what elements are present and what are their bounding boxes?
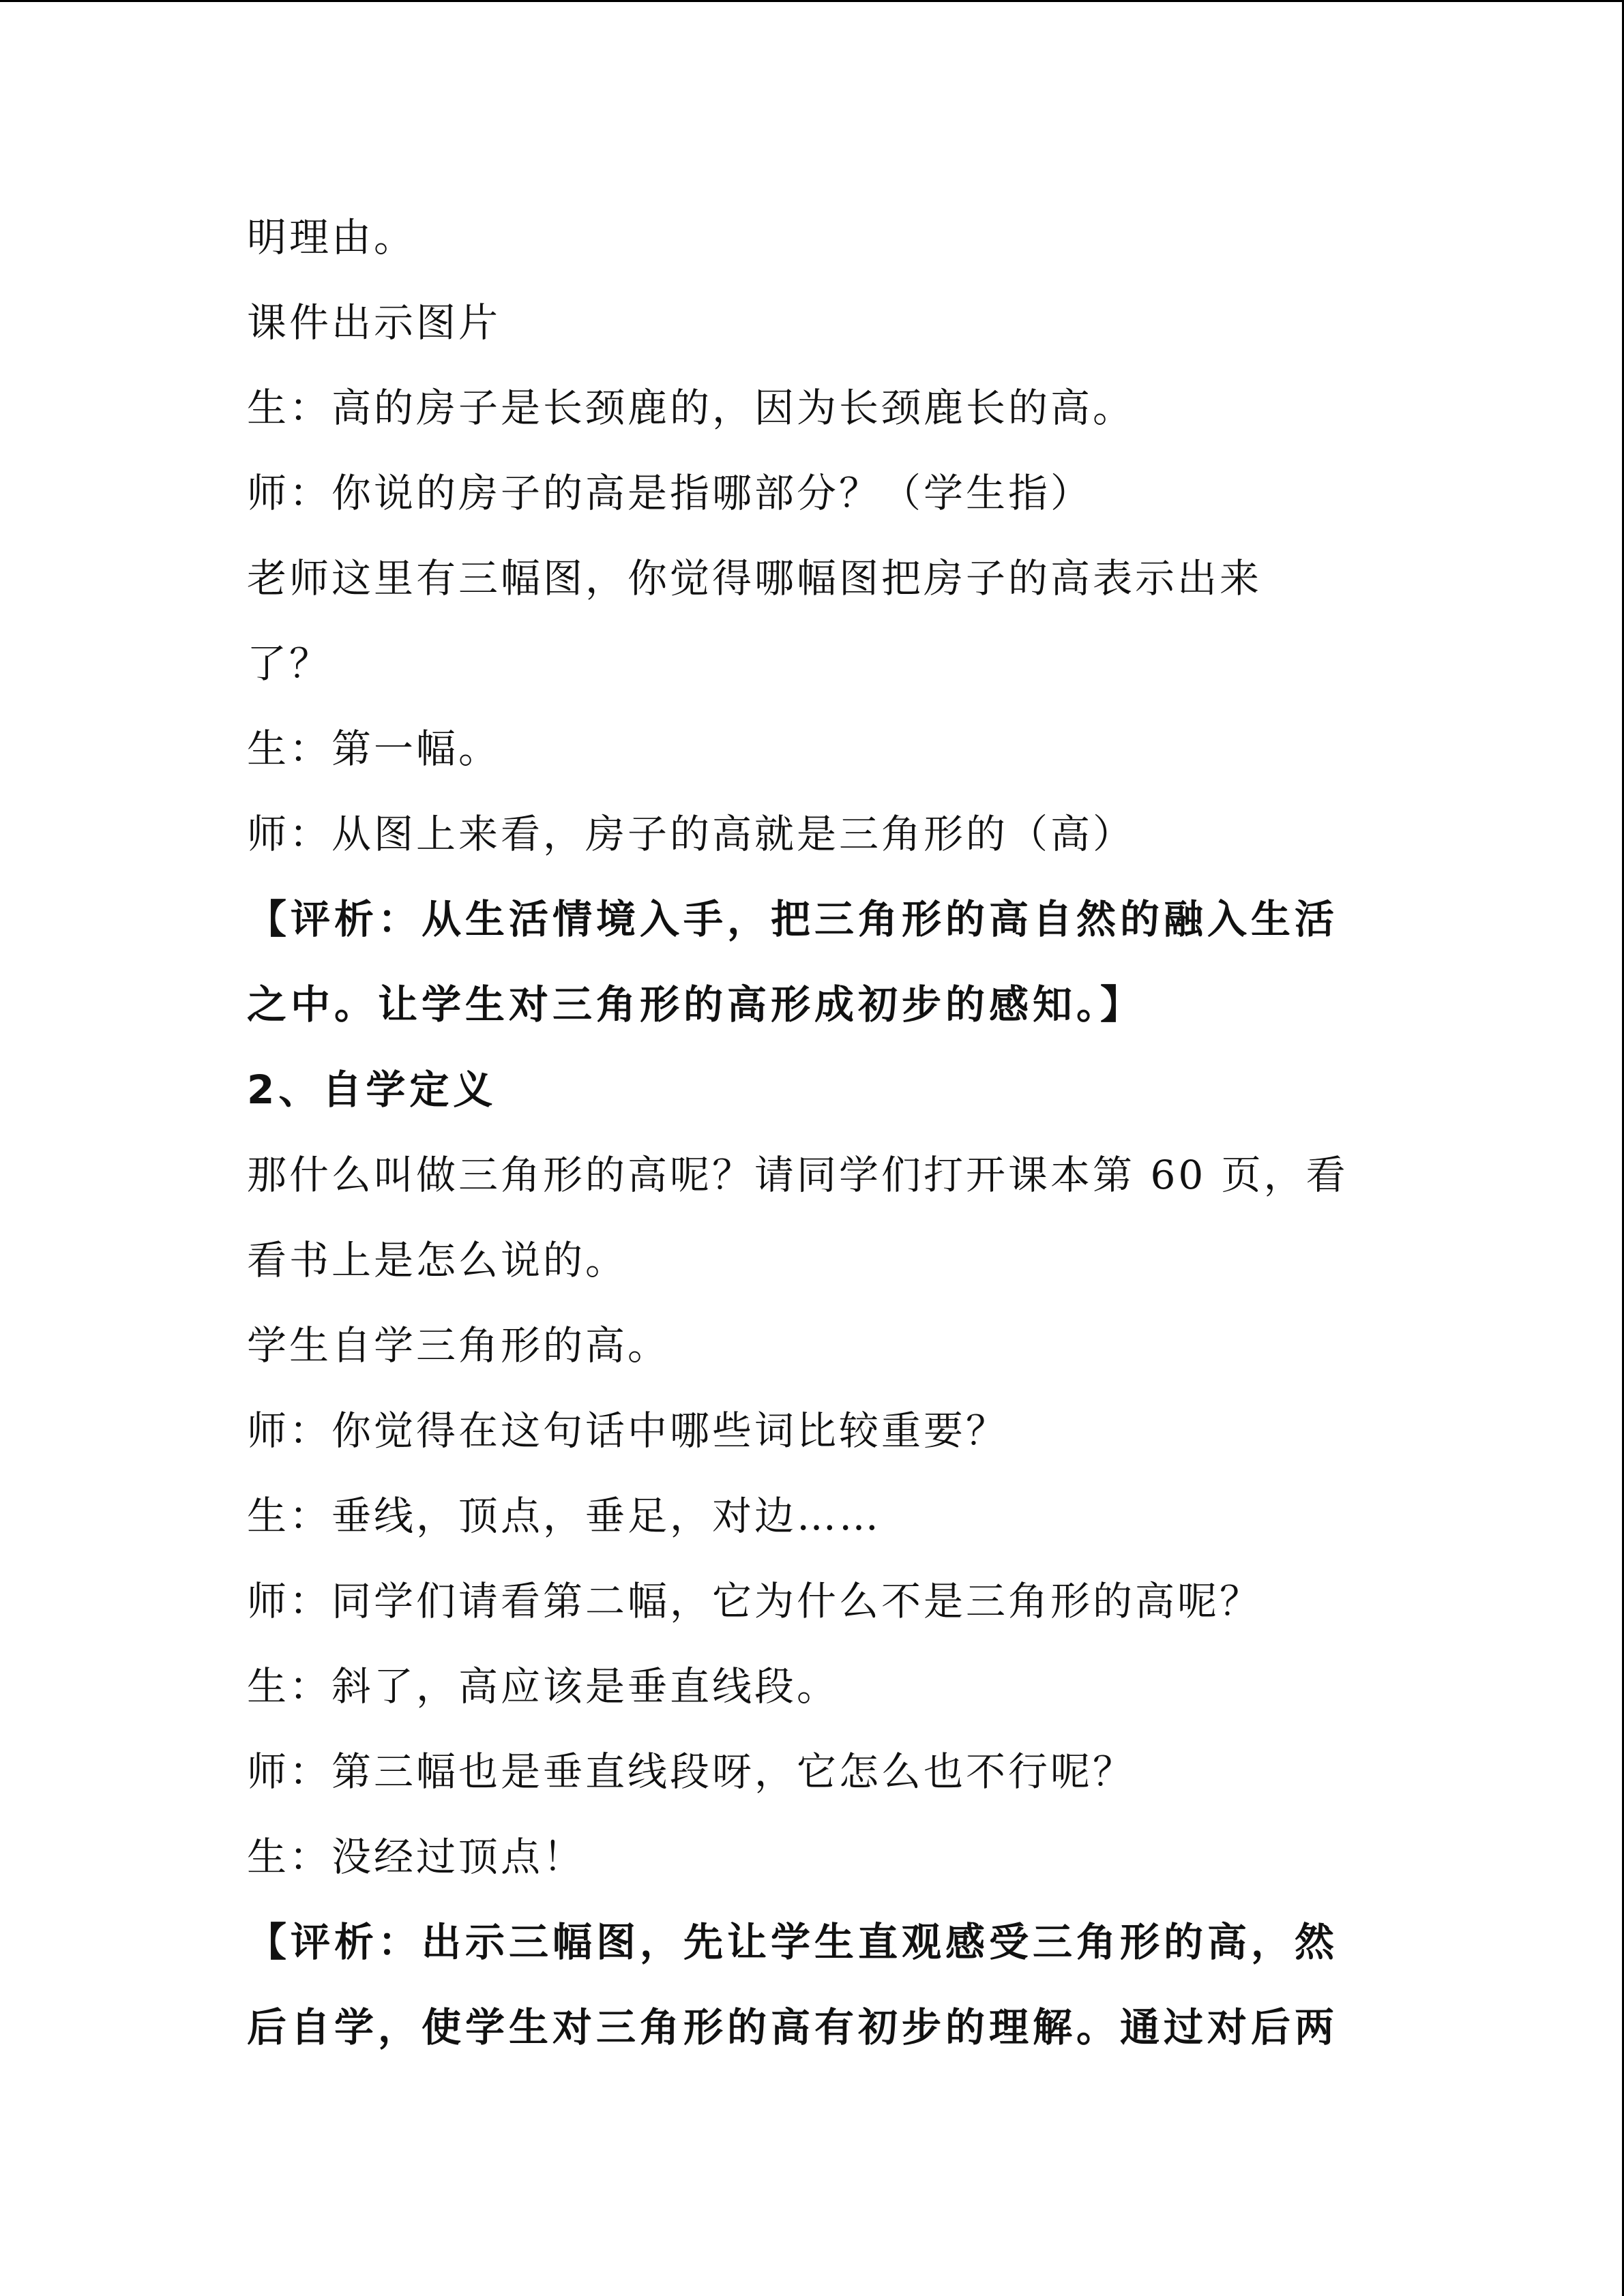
document-body (247, 195, 1372, 2070)
text-line: 明理由。 (247, 214, 417, 260)
commentary-line: 【评析：出示三幅图，先让学生直观感受三角形的高，然 (247, 1919, 1339, 1965)
text-line: 师：第三幅也是垂直线段呀，它怎么也不行呢？ (247, 1748, 1136, 1795)
text-line: 生：第一幅。 (247, 726, 501, 772)
section-heading: 2、自学定义 (247, 1067, 497, 1113)
text-line: 那什么叫做三角形的高呢？请同学们打开课本第 60 页，看 (247, 1152, 1348, 1198)
text-line: 老师这里有三幅图，你觉得哪幅图把房子的高表示出来 (247, 555, 1263, 601)
text-line: 生：高的房子是长颈鹿的，因为长颈鹿长的高。 (247, 385, 1136, 431)
text-line: 生：没经过顶点！ (247, 1834, 586, 1880)
text-line: 师：你觉得在这句话中哪些词比较重要？ (247, 1407, 1009, 1454)
text-line: 课件出示图片 (247, 299, 501, 346)
text-line: 了？ (247, 640, 332, 687)
text-line: 看书上是怎么说的。 (247, 1237, 628, 1283)
text-line: 师：你说的房子的高是指哪部分？（学生指） (247, 470, 1093, 516)
text-line: 生：垂线，顶点，垂足，对边…… (247, 1493, 882, 1539)
commentary-line: 【评析：从生活情境入手，把三角形的高自然的融入生活 (247, 896, 1339, 942)
text-line: 学生自学三角形的高。 (247, 1322, 670, 1369)
commentary-line: 后自学，使学生对三角形的高有初步的理解。通过对后两 (247, 2004, 1339, 2051)
text-line: 师：从图上来看，房子的高就是三角形的（高） (247, 811, 1136, 857)
commentary-line: 之中。让学生对三角形的高形成初步的感知。】 (247, 981, 1145, 1028)
text-line: 生：斜了，高应该是垂直线段。 (247, 1663, 840, 1710)
page-border-top (0, 0, 1624, 2)
text-line: 师：同学们请看第二幅，它为什么不是三角形的高呢？ (247, 1578, 1263, 1624)
